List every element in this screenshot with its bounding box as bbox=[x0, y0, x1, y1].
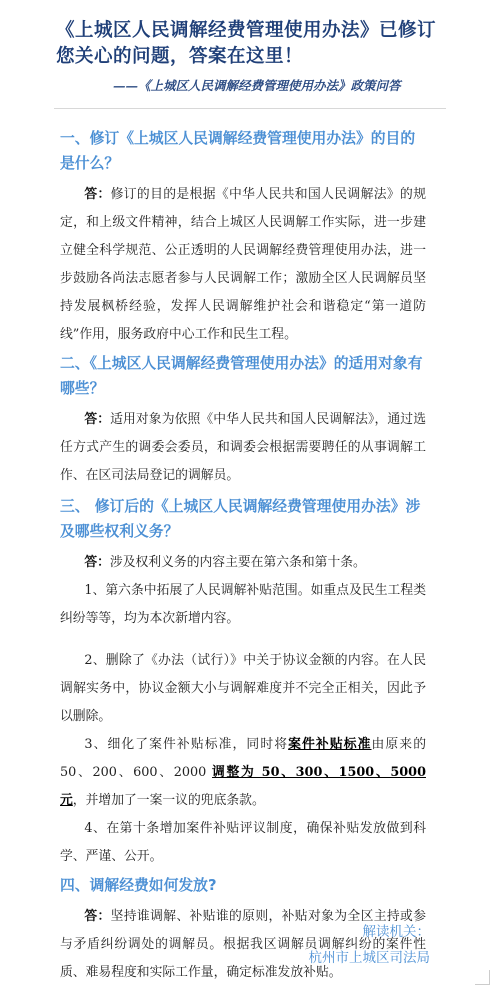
divider bbox=[54, 108, 446, 109]
footer-issuer-name: 杭州市上城区司法局 bbox=[308, 950, 430, 966]
qa-content bbox=[60, 126, 426, 987]
list-item: 4、在第十条增加案件补贴评议制度，确保补贴发放做到科学、严谨、公开。 bbox=[60, 821, 426, 864]
answer-4 bbox=[60, 903, 426, 987]
answer-1 bbox=[60, 181, 426, 349]
document-subtitle: ——《上城区人民调解经费管理使用办法》政策问答 bbox=[113, 78, 401, 93]
item3-text: 3、细化了案件补贴标准，同时将 bbox=[84, 737, 289, 752]
question-1: 一、修订《上城区人民调解经费管理使用办法》的目的是什么？ bbox=[60, 130, 416, 172]
list-item bbox=[60, 731, 426, 815]
question-3: 三、 修订后的《上城区人民调解经费管理使用办法》涉及哪些权利义务？ bbox=[60, 498, 421, 540]
spacer bbox=[60, 633, 426, 647]
page-corner bbox=[475, 970, 490, 985]
list-item: 1、第六条中拓展了人民调解补贴范围。如重点及民生工程类纠纷等等，均为本次新增内容。 bbox=[60, 583, 426, 626]
answer-2 bbox=[60, 406, 426, 490]
title-line-2: 您关心的问题，答案在这里！ bbox=[56, 46, 304, 67]
item3-text: 由原来的 50、200、600、2000 bbox=[60, 737, 427, 780]
answer-1-text: 修订的目的是根据《中华人民共和国人民调解法》的规定，和上级文件精神，结合上城区人民调解工作实际，进一步建立健全科学规范、公正透明的人民调解经费管理使用办法，进一步鼓励各尚法志愿者参与人民调解工作；激励全区人民调解员坚持发展枫桥经验，发挥人民调解维护社会和谐稳定“第一道防线”作用，服务政府中心工作和民生工程。 bbox=[60, 187, 427, 342]
question-2: 二、《上城区人民调解经费管理使用办法》的适用对象有哪些？ bbox=[60, 355, 423, 397]
document-title bbox=[56, 18, 456, 70]
item3-text: ，并增加了一案一议的兜底条款。 bbox=[72, 793, 265, 808]
answer-label: 答： bbox=[84, 412, 111, 427]
answer-2-text: 适用对象为依照《中华人民共和国人民调解法》，通过选任方式产生的调委会委员，和调委会根据需要聘任的从事调解工作、在区司法局登记的调解员。 bbox=[60, 412, 426, 483]
emphasis-new-amounts: 调整为 50、300、1500、5000 元 bbox=[60, 765, 426, 808]
answer-label: 答： bbox=[84, 909, 111, 924]
answer-label: 答： bbox=[84, 187, 111, 202]
answer-label: 答： bbox=[84, 555, 110, 570]
title-line-1: 《上城区人民调解经费管理使用办法》已修订 bbox=[56, 20, 437, 41]
emphasis-standard: 案件补贴标准 bbox=[288, 737, 372, 752]
answer-4-text: 坚持谁调解、补贴谁的原则，补贴对象为全区主持或参与矛盾纠纷调处的调解员。根据我区调解员调解纠纷的案件性质、难易程度和实际工作量，确定标准发放补贴。 bbox=[60, 909, 427, 980]
footer-issuer-label: 解读机关： bbox=[362, 924, 430, 940]
list-item: 2、删除了《办法（试行）》中关于协议金额的内容。在人民调解实务中，协议金额大小与调解难度并不完全正相关，因此予以删除。 bbox=[60, 653, 426, 724]
answer-3-text: 涉及权利义务的内容主要在第六条和第十条。 bbox=[109, 555, 366, 570]
question-4: 四、调解经费如何发放? bbox=[60, 877, 217, 894]
answer-3 bbox=[60, 549, 426, 577]
